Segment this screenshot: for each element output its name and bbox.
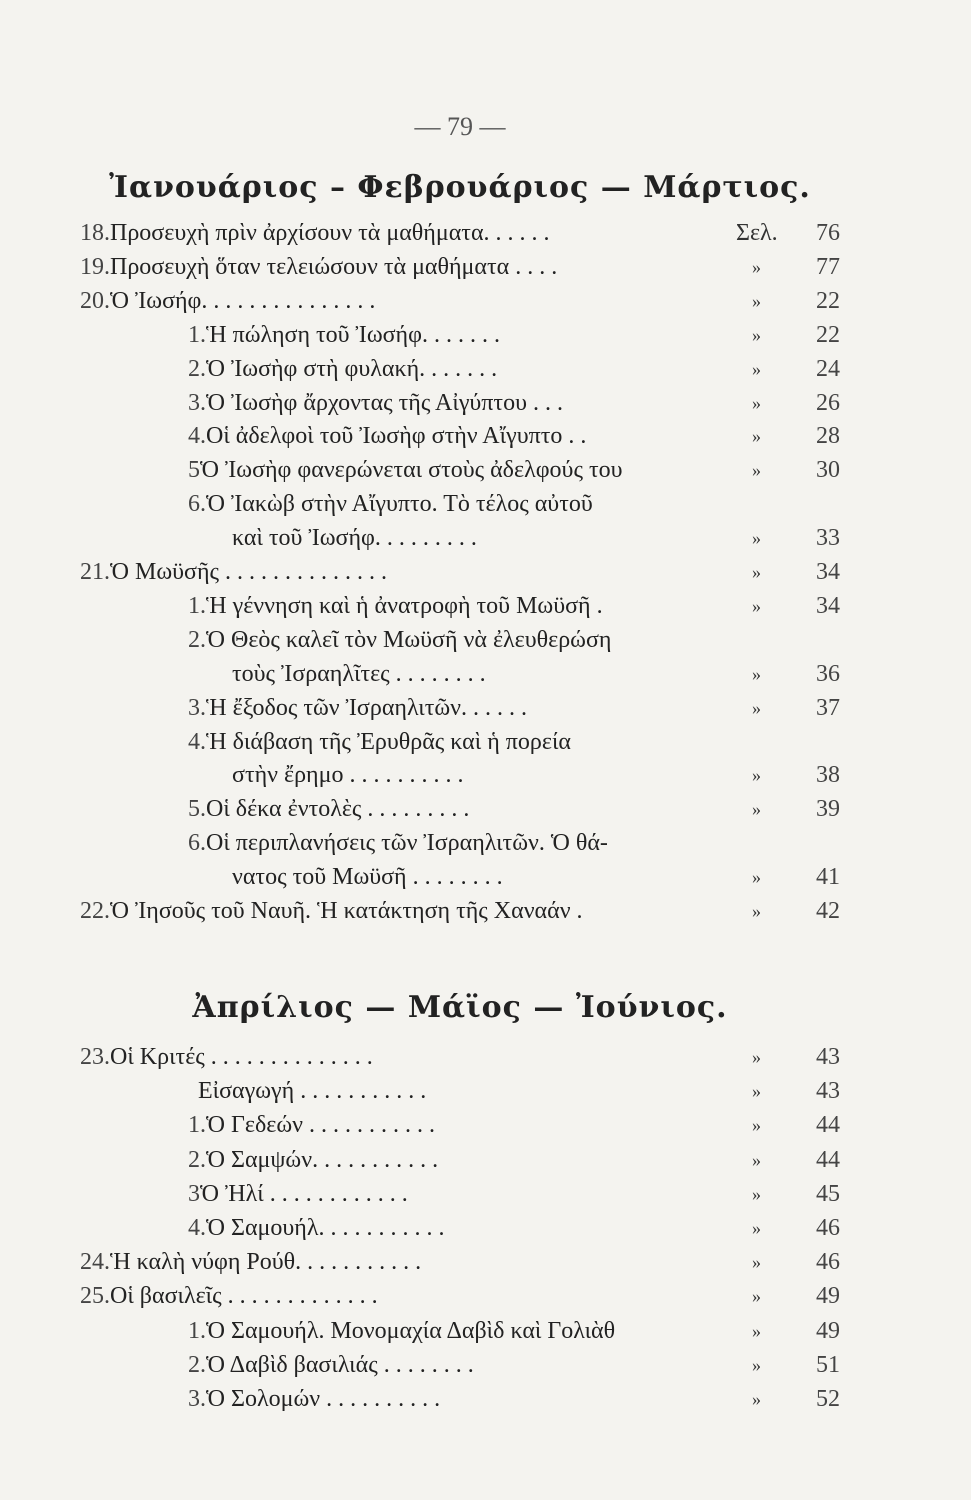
toc-entry <box>188 792 880 826</box>
entry-number: 19. <box>80 253 110 280</box>
ditto-mark: » <box>752 1081 761 1102</box>
toc-entry <box>232 521 880 555</box>
ditto-mark: » <box>752 1149 761 1170</box>
toc-entry <box>188 725 880 759</box>
entry-title: Ὁ Σολομών . . . . . . . . . . <box>206 1386 441 1412</box>
toc-entry <box>188 623 880 657</box>
ditto-mark: » <box>752 290 761 311</box>
toc-entry <box>188 1177 880 1211</box>
entry-number: 3 <box>188 1180 200 1207</box>
ditto-mark: » <box>752 595 761 616</box>
entry-number: 5. <box>188 796 206 823</box>
entry-page-number: 33 <box>816 525 840 552</box>
entry-title: στὴν ἔρημο . . . . . . . . . . <box>232 762 464 789</box>
entry-number: 3. <box>188 694 206 721</box>
entry-number: 1. <box>188 321 206 348</box>
entry-number: 21. <box>80 559 110 585</box>
entry-number: 20. <box>80 287 110 314</box>
entry-page-number: 37 <box>816 694 840 721</box>
ditto-mark: » <box>752 528 761 549</box>
entry-number: 2. <box>188 626 206 653</box>
entry-number: 5 <box>188 457 200 484</box>
entry-number: 23. <box>80 1044 110 1070</box>
toc-entry <box>188 318 880 352</box>
entry-page-number: 30 <box>816 457 840 484</box>
toc-entry <box>188 1348 880 1382</box>
section-title: Ἀπρίλιος — Μάϊος — Ἰούνιος. <box>192 990 728 1025</box>
entry-page-number: 51 <box>816 1351 840 1378</box>
entry-title: Ἡ διάβαση τῆς Ἐρυθρᾶς καὶ ἡ πορεία <box>206 728 571 755</box>
ditto-mark: » <box>752 256 761 277</box>
entry-page-number: 36 <box>816 660 840 687</box>
entry-title: Ἡ ἔξοδος τῶν Ἰσραηλιτῶν. . . . . . <box>206 694 528 721</box>
toc-entry <box>188 352 880 386</box>
entry-number: 1. <box>188 1317 206 1344</box>
ditto-mark: » <box>752 1320 761 1341</box>
entry-title: Οἱ δέκα ἐντολὲς . . . . . . . . . <box>206 796 470 823</box>
entry-number: 18. <box>80 220 110 246</box>
entry-title: Ὁ Θεὸς καλεῖ τὸν Μωϋσῆ νὰ ἐλευθερώση <box>206 626 612 653</box>
entry-number: 2. <box>188 1351 206 1378</box>
toc-entry <box>188 1314 880 1348</box>
entry-page-number: 77 <box>816 253 840 280</box>
entry-title: Ὁ Ἰωσήφ. . . . . . . . . . . . . . . <box>110 287 376 314</box>
entry-page-number: 46 <box>816 1215 840 1241</box>
entry-title: καὶ τοῦ Ἰωσήφ. . . . . . . . . <box>232 525 477 552</box>
entry-title: Ὁ Ἰακὼβ στὴν Αἴγυπτο. Τὸ τέλος αὐτοῦ <box>206 491 593 518</box>
toc-entry <box>188 589 880 623</box>
entry-number: 2. <box>188 1146 206 1173</box>
ditto-mark: » <box>752 1389 761 1409</box>
toc-entry <box>188 419 880 453</box>
toc-entry <box>188 1143 880 1177</box>
entry-page-number: 76 <box>816 220 840 246</box>
toc-entry <box>80 555 880 589</box>
toc-entry <box>188 691 880 725</box>
entry-title: Ὁ Ἠλί . . . . . . . . . . . . <box>200 1180 408 1207</box>
toc-entry <box>80 1040 880 1074</box>
toc-entry <box>232 758 880 792</box>
toc-entry <box>80 894 880 928</box>
entry-title: Ὁ Ἰωσὴφ ἄρχοντας τῆς Αἰγύπτου . . . <box>206 389 563 416</box>
entry-number: 6. <box>188 830 206 857</box>
toc-entry <box>80 250 880 284</box>
toc-entry <box>198 1074 880 1108</box>
ditto-mark: » <box>752 392 761 413</box>
ditto-mark: » <box>752 324 761 345</box>
toc-entry <box>188 487 880 521</box>
entry-title: τοὺς Ἰσραηλῖτες . . . . . . . . <box>232 660 486 687</box>
entry-page-number: 26 <box>816 389 840 416</box>
entry-page-number: 43 <box>816 1078 840 1105</box>
entry-title: Ἡ καλὴ νύφη Ρούθ. . . . . . . . . . . <box>110 1249 422 1276</box>
ditto-mark: » <box>752 562 761 582</box>
entry-number: 4. <box>188 423 206 450</box>
entry-title: Προσευχὴ πρὶν ἀρχίσουν τὰ μαθήματα. . . . . . <box>110 220 550 246</box>
entry-number: 2. <box>188 355 206 382</box>
entry-title: Προσευχὴ ὅταν τελειώσουν τὰ μαθήματα . . . . <box>110 253 558 280</box>
entry-number: 24. <box>80 1249 110 1276</box>
entry-page-number: 39 <box>816 796 840 823</box>
page-number: — 79 — <box>414 112 506 141</box>
entry-page-number: 45 <box>816 1180 840 1207</box>
entry-title: Ὁ Δαβὶδ βασιλιάς . . . . . . . . <box>206 1351 474 1378</box>
toc-entry <box>232 657 880 691</box>
ditto-mark: » <box>752 1252 761 1273</box>
entry-number: 4. <box>188 728 206 755</box>
entry-page-number: 38 <box>816 762 840 789</box>
entry-page-number: 22 <box>816 287 840 314</box>
entry-title: Οἱ περιπλανήσεις τῶν Ἰσραηλιτῶν. Ὁ θά- <box>206 830 608 857</box>
ditto-mark: » <box>752 901 761 921</box>
ditto-mark: » <box>752 697 761 718</box>
entry-title: Ὁ Μωϋσῆς . . . . . . . . . . . . . . <box>110 559 387 585</box>
toc-entry <box>188 826 880 860</box>
entry-page-number: 44 <box>816 1146 840 1173</box>
entry-page-number: 34 <box>816 592 840 619</box>
toc-entry <box>188 453 880 487</box>
ditto-mark: » <box>752 1354 761 1375</box>
entry-number: 6. <box>188 491 206 518</box>
ditto-mark: » <box>752 765 761 786</box>
entry-title: Οἱ βασιλεῖς . . . . . . . . . . . . . <box>110 1283 378 1310</box>
entry-page-number: 34 <box>816 559 840 585</box>
toc-entry <box>80 284 880 318</box>
toc-entry <box>188 1108 880 1142</box>
toc-entry <box>188 386 880 420</box>
entry-page-number: 49 <box>816 1317 840 1344</box>
entry-page-number: 24 <box>816 355 840 382</box>
entry-title: Ἡ πώληση τοῦ Ἰωσήφ. . . . . . . <box>206 321 500 348</box>
entry-title: Ὁ Σαμουήλ. Μονομαχία Δαβὶδ καὶ Γολιὰθ <box>206 1317 616 1344</box>
entry-number: 4. <box>188 1215 206 1241</box>
entry-page-number: 42 <box>816 898 840 924</box>
entry-number: 1. <box>188 1112 206 1139</box>
entry-title: Ὁ Σαμψών. . . . . . . . . . . <box>206 1146 439 1173</box>
entry-page-number: 46 <box>816 1249 840 1276</box>
entry-title: Ὁ Ἰησοῦς τοῦ Ναυῆ. Ἡ κατάκτηση τῆς Χαναάν . <box>110 898 583 924</box>
toc-entry <box>188 1211 880 1245</box>
section-title: Ἰανουάριος – Φεβρουάριος — Μάρτιος. <box>109 170 811 205</box>
entry-page-number: 43 <box>816 1044 840 1070</box>
entry-number: 25. <box>80 1283 110 1310</box>
toc-entry <box>232 860 880 894</box>
ditto-mark: » <box>752 426 761 447</box>
toc-entry <box>80 1279 880 1313</box>
toc-entry <box>80 216 880 250</box>
entry-title: Ἡ γέννηση καὶ ἡ ἀνατροφὴ τοῦ Μωϋσῆ . <box>206 592 603 619</box>
entry-title: νατος τοῦ Μωϋσῆ . . . . . . . . <box>232 864 503 891</box>
entry-title: Ὁ Σαμουήλ. . . . . . . . . . . <box>206 1215 445 1241</box>
page-label: Σελ. <box>736 220 778 246</box>
ditto-mark: » <box>752 1286 761 1307</box>
ditto-mark: » <box>752 460 761 481</box>
entry-page-number: 44 <box>816 1112 840 1139</box>
entry-page-number: 22 <box>816 321 840 348</box>
ditto-mark: » <box>752 1115 761 1136</box>
entry-title: Οἱ Κριτές . . . . . . . . . . . . . . <box>110 1044 373 1070</box>
toc-entry <box>80 1245 880 1279</box>
entry-title: Ὁ Ἰωσὴφ φανερώνεται στοὺς ἀδελφούς του <box>200 457 623 484</box>
entry-title: Ὁ Ἰωσὴφ στὴ φυλακή. . . . . . . <box>206 355 498 382</box>
entry-number: 22. <box>80 898 110 924</box>
entry-page-number: 28 <box>816 423 840 450</box>
entry-title: Ὁ Γεδεών . . . . . . . . . . . <box>206 1112 435 1139</box>
entry-number: 3. <box>188 1386 206 1412</box>
entry-number: 1. <box>188 592 206 619</box>
toc-entry <box>188 1382 880 1416</box>
entry-page-number: 41 <box>816 864 840 891</box>
entry-page-number: 52 <box>816 1386 840 1412</box>
ditto-mark: » <box>752 867 761 888</box>
ditto-mark: » <box>752 1183 761 1204</box>
ditto-mark: » <box>752 799 761 820</box>
entry-number: 3. <box>188 389 206 416</box>
ditto-mark: » <box>752 358 761 379</box>
ditto-mark: » <box>752 1047 761 1067</box>
ditto-mark: » <box>752 663 761 684</box>
ditto-mark: » <box>752 1218 761 1238</box>
entry-title: Οἱ ἀδελφοὶ τοῦ Ἰωσὴφ στὴν Αἴγυπτο . . <box>206 423 587 450</box>
entry-page-number: 49 <box>816 1283 840 1310</box>
entry-title: Εἰσαγωγή . . . . . . . . . . . <box>198 1078 427 1105</box>
